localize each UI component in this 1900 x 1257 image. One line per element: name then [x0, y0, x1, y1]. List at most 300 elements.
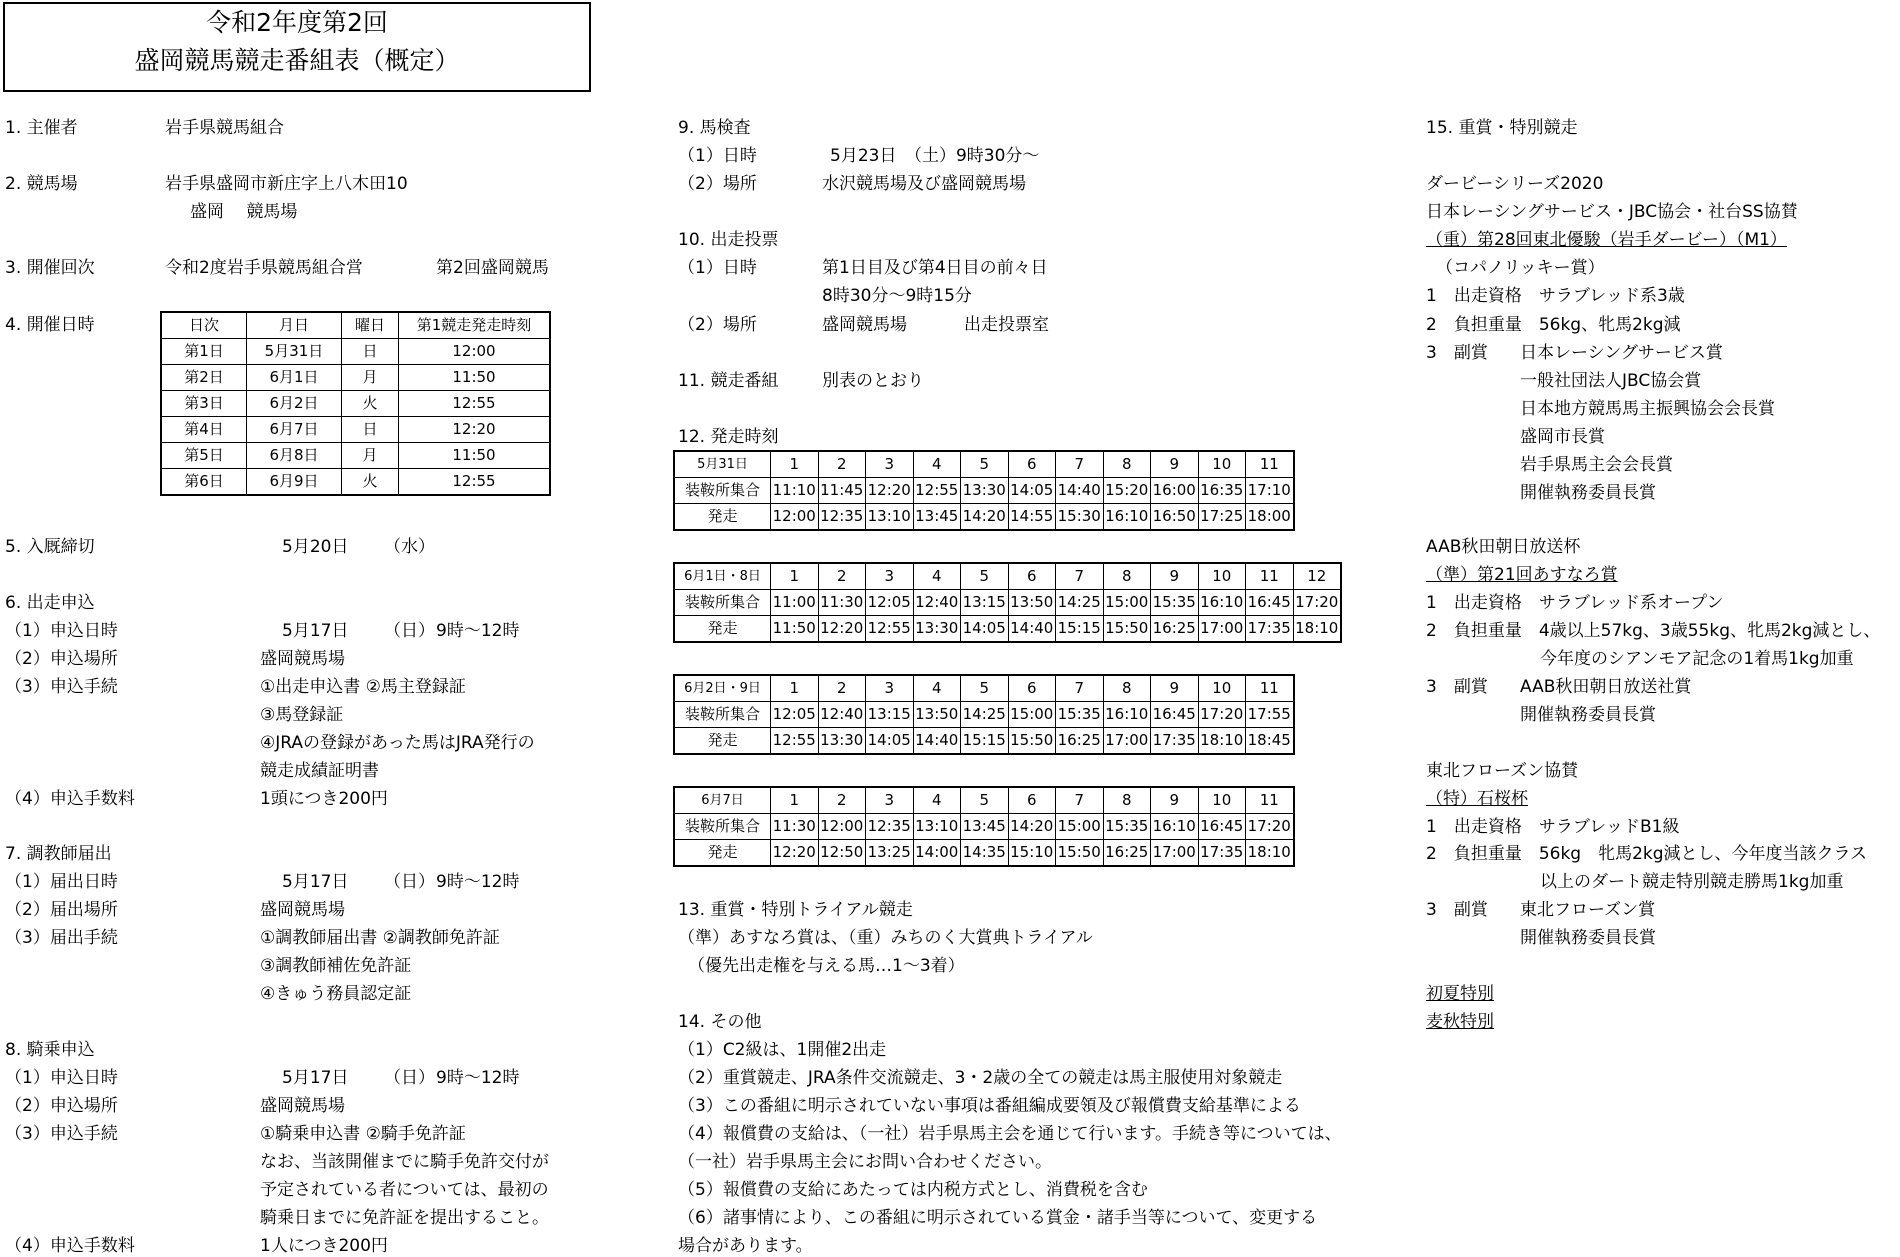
race-time-table [673, 786, 1295, 867]
s7-place: 盛岡競馬場 [260, 900, 345, 920]
cell: 15:50 [1056, 840, 1104, 867]
cell: 第6日 [161, 469, 247, 496]
r2-cond1: 1 出走資格 サラブレッド系オープン [1426, 593, 1724, 613]
cell: 16:35 [1198, 478, 1246, 504]
cell: 5 [961, 451, 1009, 478]
cell: 14:20 [1008, 814, 1056, 840]
cell: 17:35 [1151, 728, 1199, 755]
s13-line: （優先出走権を与える馬…1～3着） [688, 956, 965, 976]
race-time-table [673, 450, 1295, 531]
s6-fee: 1頭につき200円 [260, 789, 388, 809]
title-line2: 盛岡競馬競走番組表（概定） [134, 46, 460, 75]
s6-place-label: （2）申込場所 [5, 649, 118, 669]
cell: 18:10 [1293, 616, 1341, 643]
cell: 8 [1103, 451, 1151, 478]
cell: 12:00 [818, 814, 866, 840]
cell: 17:00 [1198, 616, 1246, 643]
cell: 13:30 [961, 478, 1009, 504]
row-label-cell: 6月2日・9日 [674, 675, 771, 702]
cell: 11:10 [771, 478, 819, 504]
title-line1: 令和2年度第2回 [206, 8, 388, 37]
cell: 11:00 [771, 590, 819, 616]
cell: 11:30 [818, 590, 866, 616]
table-row [161, 469, 550, 496]
s10-place-label: （2）場所 [678, 315, 757, 335]
s7-proc-line: ①調教師届出書 ②調教師免許証 [260, 928, 500, 948]
table-row [161, 443, 550, 469]
row-label-cell: 発走 [674, 728, 771, 755]
cell: 4 [913, 787, 961, 814]
s9-date-label: （1）日時 [678, 146, 757, 166]
cell: 13:25 [866, 840, 914, 867]
table-row [674, 702, 1294, 728]
row-label-cell: 6月1日・8日 [674, 563, 771, 590]
cell: 1 [771, 451, 819, 478]
s8-proc-label: （3）申込手続 [5, 1124, 118, 1144]
cell: 17:00 [1151, 840, 1199, 867]
row-label-cell: 発走 [674, 504, 771, 531]
cell: 16:10 [1103, 504, 1151, 531]
cell: 6 [1008, 563, 1056, 590]
cell: 14:05 [1008, 478, 1056, 504]
r3-cond2: 2 負担重量 56kg 牝馬2kg減とし、今年度当該クラス [1426, 844, 1868, 864]
row-label-cell: 6月7日 [674, 787, 771, 814]
cell: 4 [913, 451, 961, 478]
s6-label: 6. 出走申込 [5, 593, 95, 613]
cell: 7 [1056, 787, 1104, 814]
s8-proc-line: 騎乗日までに免許証を提出すること。 [260, 1208, 549, 1228]
cell: 13:45 [961, 814, 1009, 840]
s6-time: 9時～12時 [436, 621, 520, 641]
s8-place: 盛岡競馬場 [260, 1096, 345, 1116]
cell: 12:20 [866, 478, 914, 504]
cell: 11:45 [818, 478, 866, 504]
cell: 3 [866, 675, 914, 702]
title-box [3, 2, 591, 92]
s6-place: 盛岡競馬場 [260, 649, 345, 669]
table-row [674, 478, 1294, 504]
cell: 13:45 [913, 504, 961, 531]
cell: 14:55 [1008, 504, 1056, 531]
cell: 14:40 [913, 728, 961, 755]
cell: 17:20 [1198, 702, 1246, 728]
s5-label: 5. 入厩締切 [5, 537, 95, 557]
cell: 13:10 [913, 814, 961, 840]
cell: 12:50 [818, 840, 866, 867]
cell: 16:25 [1103, 840, 1151, 867]
r2-cond3: 3 副賞 [1426, 677, 1488, 697]
cell: 1 [771, 787, 819, 814]
s6-fee-label: （4）申込手数料 [5, 789, 135, 809]
row-label-cell: 5月31日 [674, 451, 771, 478]
r3-cond2b: 以上のダート競走特別競走勝馬1kg加重 [1540, 872, 1844, 892]
r1-series: ダービーシリーズ2020 [1426, 174, 1604, 194]
cell: 14:40 [1056, 478, 1104, 504]
r1-prize: 開催執務委員長賞 [1520, 483, 1656, 503]
row-label-cell: 発走 [674, 840, 771, 867]
cell: 13:10 [866, 504, 914, 531]
cell: 15:50 [1103, 616, 1151, 643]
cell: 5 [961, 787, 1009, 814]
cell: 17:00 [1103, 728, 1151, 755]
s13-line: （準）あすなろ賞は、（重）みちのく大賞典トライアル [678, 928, 1093, 948]
s9-date: 5月23日 （土）9時30分～ [830, 146, 1040, 166]
row-label-cell: 装鞍所集合 [674, 478, 771, 504]
cell: 17:20 [1246, 814, 1294, 840]
s6-dow: （日） [384, 621, 435, 641]
table-row [674, 616, 1341, 643]
cell: 17:35 [1246, 616, 1294, 643]
cell: 14:05 [961, 616, 1009, 643]
cell: 第4日 [161, 417, 247, 443]
cell: 11:30 [771, 814, 819, 840]
r1-prize: 一般社団法人JBC協会賞 [1520, 371, 1702, 391]
cell: 18:00 [1246, 504, 1294, 531]
cell: 12:00 [399, 339, 551, 365]
s5-dow: （水） [384, 537, 435, 557]
cell: 2 [818, 451, 866, 478]
s7-proc-line: ③調教師補佐免許証 [260, 956, 412, 976]
cell: 11 [1246, 451, 1294, 478]
r3-cond3: 3 副賞 [1426, 900, 1488, 920]
s7-date-label: （1）届出日時 [5, 872, 118, 892]
cell: 12:55 [771, 728, 819, 755]
cell: 第2日 [161, 365, 247, 391]
s14-line: （一社）岩手県馬主会にお問い合わせください。 [678, 1152, 1052, 1172]
cell: 16:10 [1103, 702, 1151, 728]
s3-label: 3. 開催回次 [5, 258, 95, 278]
row-label-cell: 装鞍所集合 [674, 590, 771, 616]
cell: 12:35 [818, 504, 866, 531]
cell: 日 [342, 339, 399, 365]
table-row [161, 339, 550, 365]
cell: 12:20 [771, 840, 819, 867]
schedule-header [161, 312, 550, 339]
race-time-table [673, 562, 1342, 643]
cell: 14:25 [1056, 590, 1104, 616]
r5-name: 麦秋特別 [1426, 1012, 1494, 1032]
cell: 6 [1008, 787, 1056, 814]
cell: 10 [1198, 451, 1246, 478]
s7-label: 7. 調教師届出 [5, 844, 112, 864]
r3-prize: 東北フローズン賞 [1520, 900, 1656, 920]
cell: 6 [1008, 451, 1056, 478]
r1-prize: 日本地方競馬馬主振興協会会長賞 [1520, 399, 1775, 419]
s8-proc-line: ①騎乗申込書 ②騎手免許証 [260, 1124, 466, 1144]
s1-value: 岩手県競馬組合 [165, 118, 284, 138]
cell: 17:55 [1246, 702, 1294, 728]
cell: 17:35 [1198, 840, 1246, 867]
cell: 18:10 [1246, 840, 1294, 867]
cell: 15:50 [1008, 728, 1056, 755]
cell: 9 [1151, 675, 1199, 702]
race-number-row [674, 787, 1294, 814]
r1-cond2: 2 負担重量 56kg、牝馬2kg減 [1426, 315, 1681, 335]
s8-proc-line: 予定されている者については、最初の [260, 1180, 549, 1200]
cell: 8 [1103, 675, 1151, 702]
cell: 5 [961, 563, 1009, 590]
cell: 10 [1198, 675, 1246, 702]
r1-prize: 日本レーシングサービス賞 [1520, 343, 1723, 363]
header-cell: 曜日 [342, 312, 399, 339]
s8-dow: （日） [384, 1068, 435, 1088]
s11-label: 11. 競走番組 [678, 371, 779, 391]
cell: 11:50 [771, 616, 819, 643]
cell: 14:05 [866, 728, 914, 755]
cell: 16:50 [1151, 504, 1199, 531]
s10-place2: 出走投票室 [964, 315, 1049, 335]
cell: 16:00 [1151, 478, 1199, 504]
s8-place-label: （2）申込場所 [5, 1096, 118, 1116]
r2-cond2: 2 負担重量 4歳以上57kg、3歳55kg、牝馬2kg減とし、 [1426, 621, 1881, 641]
r3-prize: 開催執務委員長賞 [1520, 928, 1656, 948]
s7-place-label: （2）届出場所 [5, 900, 118, 920]
cell: 16:10 [1151, 814, 1199, 840]
cell: 11 [1246, 787, 1294, 814]
cell: 13:15 [866, 702, 914, 728]
cell: 6月8日 [247, 443, 342, 469]
table-row [674, 728, 1294, 755]
cell: 4 [913, 563, 961, 590]
cell: 15:15 [1056, 616, 1104, 643]
cell: 16:45 [1151, 702, 1199, 728]
cell: 18:10 [1198, 728, 1246, 755]
cell: 8 [1103, 563, 1151, 590]
s2-label: 2. 競馬場 [5, 174, 78, 194]
cell: 8 [1103, 787, 1151, 814]
r2-name: （準）第21回あすなろ賞 [1426, 565, 1618, 585]
s9-label: 9. 馬検査 [678, 118, 751, 138]
cell: 13:50 [1008, 590, 1056, 616]
cell: 14:00 [913, 840, 961, 867]
cell: 15:35 [1056, 702, 1104, 728]
cell: 第1日 [161, 339, 247, 365]
cell: 15:35 [1151, 590, 1199, 616]
s12-label: 12. 発走時刻 [678, 427, 779, 447]
s7-time: 9時～12時 [436, 872, 520, 892]
cell: 16:10 [1198, 590, 1246, 616]
cell: 14:40 [1008, 616, 1056, 643]
cell: 火 [342, 391, 399, 417]
cell: 16:45 [1198, 814, 1246, 840]
s6-proc-line: ①出走申込書 ②馬主登録証 [260, 677, 466, 697]
cell: 3 [866, 563, 914, 590]
cell: 11 [1246, 675, 1294, 702]
s8-proc-line: なお、当該開催までに騎手免許交付が [260, 1152, 549, 1172]
cell: 13:30 [818, 728, 866, 755]
r2-sponsor: AAB秋田朝日放送杯 [1426, 537, 1581, 557]
row-label-cell: 装鞍所集合 [674, 814, 771, 840]
s8-date: 5月17日 [282, 1068, 349, 1088]
cell: 12:05 [866, 590, 914, 616]
cell: 1 [771, 675, 819, 702]
cell: 15:35 [1103, 814, 1151, 840]
cell: 9 [1151, 787, 1199, 814]
row-label-cell: 発走 [674, 616, 771, 643]
s6-date-label: （1）申込日時 [5, 621, 118, 641]
cell: 12:00 [771, 504, 819, 531]
cell: 9 [1151, 451, 1199, 478]
cell: 5 [961, 675, 1009, 702]
r1-name: （重）第28回東北優駿（岩手ダービー）（M1） [1426, 230, 1787, 250]
cell: 17:20 [1293, 590, 1341, 616]
r4-name: 初夏特別 [1426, 984, 1494, 1004]
cell: 15:10 [1008, 840, 1056, 867]
s9-place: 水沢競馬場及び盛岡競馬場 [822, 174, 1026, 194]
cell: 第3日 [161, 391, 247, 417]
s3-value2: 第2回盛岡競馬 [436, 258, 549, 278]
r3-cond1: 1 出走資格 サラブレッドB1級 [1426, 817, 1680, 837]
cell: 15:00 [1103, 590, 1151, 616]
r1-cond1: 1 出走資格 サラブレッド系3歳 [1426, 286, 1685, 306]
s11-value: 別表のとおり [822, 371, 924, 391]
cell: 10 [1198, 563, 1246, 590]
cell: 2 [818, 787, 866, 814]
s1-label: 1. 主催者 [5, 118, 78, 138]
s2-value: 岩手県盛岡市新庄字上八木田10 [165, 174, 408, 194]
cell: 3 [866, 787, 914, 814]
s6-proc-line: 競走成績証明書 [260, 761, 379, 781]
s14-line: （2）重賞競走、JRA条件交流競走、3・2歳の全ての競走は馬主服使用対象競走 [678, 1068, 1283, 1088]
s14-line: （3）この番組に明示されていない事項は番組編成要領及び報償費支給基準による [678, 1096, 1301, 1116]
cell: 12 [1293, 563, 1341, 590]
s6-proc-line: ④JRAの登録があった馬はJRA発行の [260, 733, 535, 753]
row-label-cell: 装鞍所集合 [674, 702, 771, 728]
s4-label: 4. 開催日時 [5, 315, 95, 335]
schedule-table [160, 311, 551, 496]
cell: 9 [1151, 563, 1199, 590]
cell: 15:00 [1008, 702, 1056, 728]
s8-fee-label: （4）申込手数料 [5, 1236, 135, 1256]
cell: 2 [818, 675, 866, 702]
cell: 10 [1198, 787, 1246, 814]
r1-sponsor: 日本レーシングサービス・JBC協会・社台SS協賛 [1426, 202, 1798, 222]
cell: 15:20 [1103, 478, 1151, 504]
r1-cond3: 3 副賞 [1426, 343, 1488, 363]
cell: 12:55 [399, 469, 551, 496]
r1-sub: （コパノリッキー賞） [1436, 258, 1605, 278]
cell: 11 [1246, 563, 1294, 590]
s8-label: 8. 騎乗申込 [5, 1040, 95, 1060]
s14-line: （5）報償費の支給にあたっては内税方式とし、消費税を含む [678, 1180, 1148, 1200]
cell: 14:20 [961, 504, 1009, 531]
race-number-row [674, 451, 1294, 478]
table-row [161, 417, 550, 443]
cell: 日 [342, 417, 399, 443]
s6-proc-label: （3）申込手続 [5, 677, 118, 697]
s14-line: （1）C2級は、1開催2出走 [678, 1040, 887, 1060]
r3-sponsor: 東北フローズン協賛 [1426, 761, 1579, 781]
cell: 15:00 [1056, 814, 1104, 840]
cell: 14:25 [961, 702, 1009, 728]
table-row [674, 814, 1294, 840]
r1-prize: 盛岡市長賞 [1520, 427, 1605, 447]
cell: 11:50 [399, 443, 551, 469]
race-number-row [674, 563, 1341, 590]
cell: 12:20 [399, 417, 551, 443]
cell: 14:35 [961, 840, 1009, 867]
cell: 16:45 [1246, 590, 1294, 616]
cell: 13:15 [961, 590, 1009, 616]
cell: 3 [866, 451, 914, 478]
s10-place: 盛岡競馬場 [822, 315, 907, 335]
cell: 6月7日 [247, 417, 342, 443]
s15-label: 15. 重賞・特別競走 [1426, 118, 1578, 138]
s14-line: 場合があります。 [678, 1236, 813, 1256]
s3-value: 令和2度岩手県競馬組合営 [165, 258, 363, 278]
header-cell: 月日 [247, 312, 342, 339]
s14-line: （6）諸事情により、この番組に明示されている賞金・諸手当等について、変更する [678, 1208, 1318, 1228]
cell: 12:40 [818, 702, 866, 728]
s10-date-label: （1）日時 [678, 258, 757, 278]
cell: 月 [342, 443, 399, 469]
cell: 12:20 [818, 616, 866, 643]
cell: 2 [818, 563, 866, 590]
cell: 13:30 [913, 616, 961, 643]
cell: 12:05 [771, 702, 819, 728]
s10-label: 10. 出走投票 [678, 230, 779, 250]
cell: 7 [1056, 675, 1104, 702]
cell: 12:35 [866, 814, 914, 840]
cell: 6月2日 [247, 391, 342, 417]
cell: 5月31日 [247, 339, 342, 365]
table-row [674, 840, 1294, 867]
cell: 7 [1056, 451, 1104, 478]
r3-name: （特）石桜杯 [1426, 789, 1528, 809]
s8-time: 9時～12時 [436, 1068, 520, 1088]
cell: 13:50 [913, 702, 961, 728]
s14-line: （4）報償費の支給は、（一社）岩手県馬主会を通じて行います。手続き等については、 [678, 1124, 1342, 1144]
r1-prize: 岩手県馬主会会長賞 [1520, 455, 1673, 475]
cell: 12:40 [913, 590, 961, 616]
table-row [674, 504, 1294, 531]
s7-proc-label: （3）届出手続 [5, 928, 118, 948]
cell: 6月9日 [247, 469, 342, 496]
cell: 月 [342, 365, 399, 391]
s2-value2: 盛岡 競馬場 [190, 202, 298, 222]
s7-dow: （日） [384, 872, 435, 892]
cell: 4 [913, 675, 961, 702]
table-row [161, 365, 550, 391]
r2-cond2b: 今年度のシアンモア記念の1着馬1kg加重 [1540, 649, 1854, 669]
cell: 火 [342, 469, 399, 496]
s6-proc-line: ③馬登録証 [260, 705, 344, 725]
s8-date-label: （1）申込日時 [5, 1068, 118, 1088]
cell: 12:55 [866, 616, 914, 643]
s7-proc-line: ④きゅう務員認定証 [260, 984, 412, 1004]
cell: 6月1日 [247, 365, 342, 391]
cell: 6 [1008, 675, 1056, 702]
cell: 17:25 [1198, 504, 1246, 531]
cell: 1 [771, 563, 819, 590]
cell: 12:55 [399, 391, 551, 417]
s7-date: 5月17日 [282, 872, 349, 892]
cell: 第5日 [161, 443, 247, 469]
header-cell: 第1競走発走時刻 [399, 312, 551, 339]
cell: 17:10 [1246, 478, 1294, 504]
s5-date: 5月20日 [282, 537, 349, 557]
race-number-row [674, 675, 1294, 702]
s10-date: 第1日目及び第4日目の前々日 [822, 258, 1048, 278]
cell: 11:50 [399, 365, 551, 391]
cell: 15:15 [961, 728, 1009, 755]
header-cell: 日次 [161, 312, 247, 339]
cell: 12:55 [913, 478, 961, 504]
race-time-table [673, 674, 1295, 755]
s9-place-label: （2）場所 [678, 174, 757, 194]
cell: 18:45 [1246, 728, 1294, 755]
s6-date: 5月17日 [282, 621, 349, 641]
